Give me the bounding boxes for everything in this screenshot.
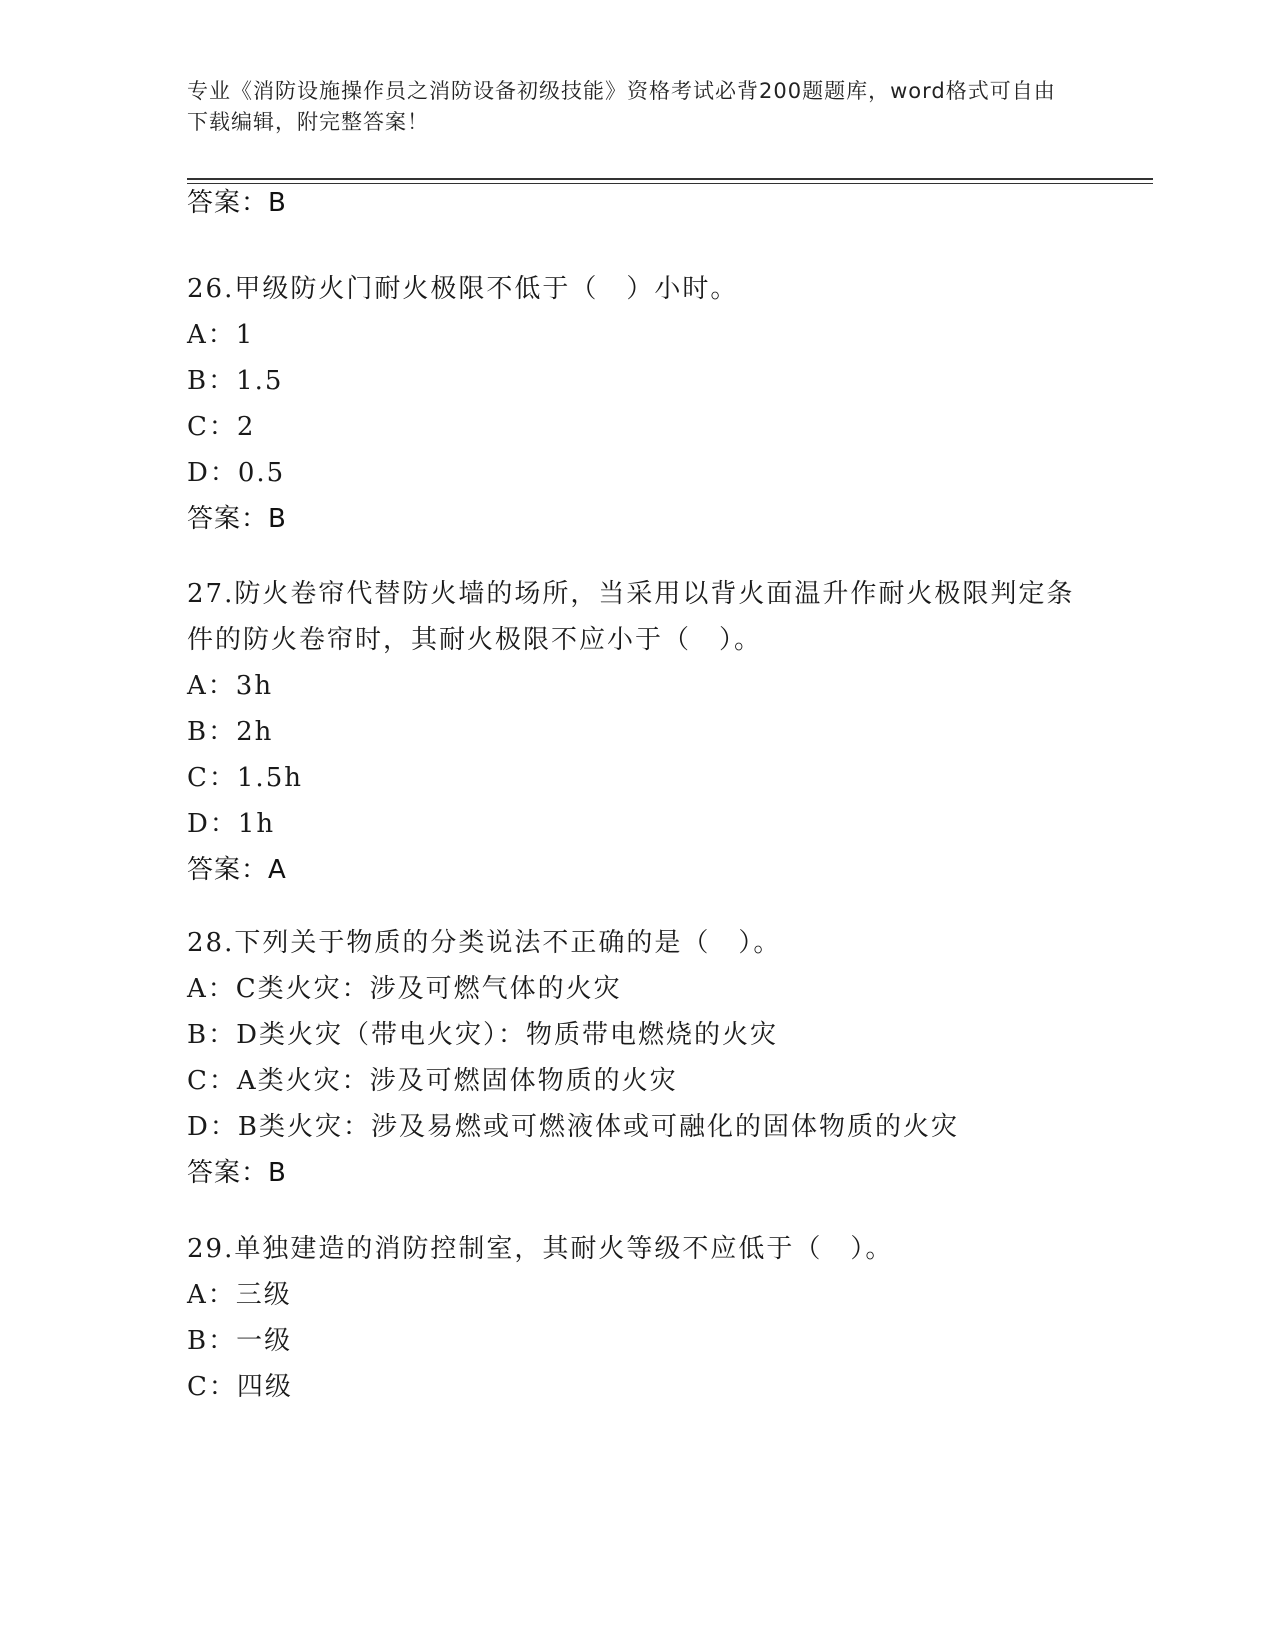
question-stem: 26.甲级防火门耐火极限不低于（ ）小时。 bbox=[187, 274, 739, 304]
option-a: A：三级 bbox=[187, 1280, 292, 1310]
option-c: C：2 bbox=[187, 412, 256, 442]
question-stem: 27.防火卷帘代替防火墙的场所，当采用以背火面温升作耐火极限判定条件的防火卷帘时，其耐火极限不应小于（ ）。 bbox=[187, 579, 1075, 655]
option-d: D：B类火灾：涉及易燃或可燃液体或可融化的固体物质的火灾 bbox=[187, 1112, 959, 1142]
option-c: C：A类火灾：涉及可燃固体物质的火灾 bbox=[187, 1066, 678, 1096]
option-a: A：C类火灾：涉及可燃气体的火灾 bbox=[187, 974, 622, 1004]
question-stem: 28.下列关于物质的分类说法不正确的是（ ）。 bbox=[187, 928, 782, 958]
answer-line: 答案：B bbox=[187, 188, 287, 218]
question-28 bbox=[187, 920, 1087, 1196]
question-27 bbox=[187, 571, 1087, 893]
previous-answer-block bbox=[187, 180, 1087, 226]
option-d: D：1h bbox=[187, 809, 276, 839]
answer-line: 答案：B bbox=[187, 504, 287, 534]
option-a: A：3h bbox=[187, 671, 274, 701]
option-d: D：0.5 bbox=[187, 458, 286, 488]
answer-line: 答案：A bbox=[187, 855, 287, 885]
option-b: B：一级 bbox=[187, 1326, 293, 1356]
option-c: C：1.5h bbox=[187, 763, 303, 793]
document-header: 专业《消防设施操作员之消防设备初级技能》资格考试必背200题题库，word格式可自由下载编辑，附完整答案！ bbox=[187, 79, 1056, 134]
question-29 bbox=[187, 1226, 1087, 1410]
option-b: B：D类火灾（带电火灾）：物质带电燃烧的火灾 bbox=[187, 1020, 778, 1050]
option-b: B：1.5 bbox=[187, 366, 284, 396]
question-26 bbox=[187, 266, 1087, 542]
question-stem: 29.单独建造的消防控制室，其耐火等级不应低于（ ）。 bbox=[187, 1234, 894, 1264]
option-c: C：四级 bbox=[187, 1372, 293, 1402]
answer-line: 答案：B bbox=[187, 1158, 287, 1188]
option-b: B：2h bbox=[187, 717, 274, 747]
option-a: A：1 bbox=[187, 320, 255, 350]
